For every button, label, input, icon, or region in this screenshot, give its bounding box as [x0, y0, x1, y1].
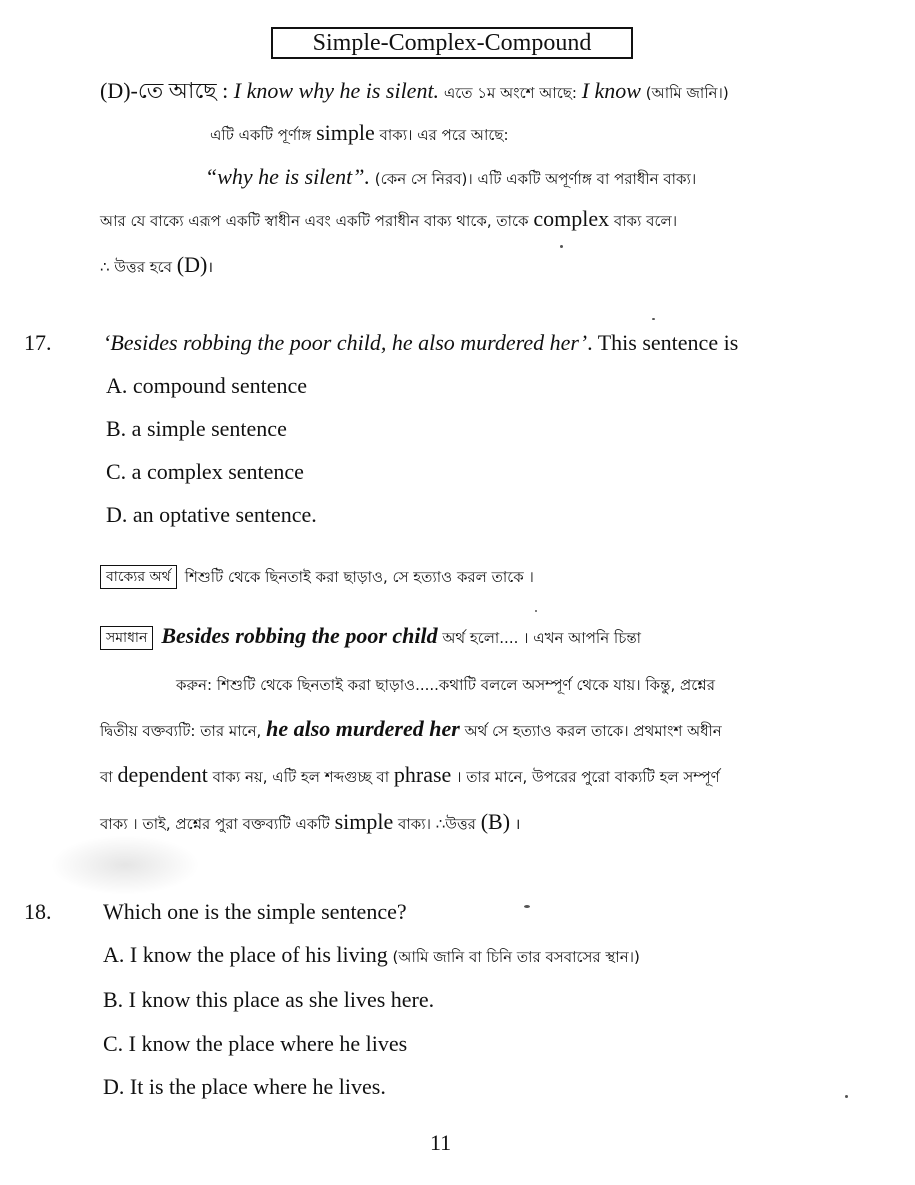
question-number-18: 18.: [24, 899, 52, 924]
text: (আমি জানি।): [640, 84, 729, 102]
text: I know why he is silent.: [233, 78, 440, 103]
speck: [845, 1095, 848, 1098]
solution-tag: সমাধান: [100, 626, 153, 650]
speck: [524, 905, 530, 908]
text: এটি একটি পূর্ণাঙ্গ: [210, 126, 317, 144]
text: simple: [316, 120, 375, 145]
question-18-stem: Which one is the simple sentence?: [103, 899, 407, 924]
text: বাক্য বলে।: [609, 212, 678, 230]
q18-option-d: D. It is the place where he lives.: [103, 1074, 386, 1099]
text: . This sentence is: [587, 330, 739, 355]
page-number: 11: [430, 1130, 452, 1155]
speck: [535, 610, 537, 612]
q17-option-b: B. a simple sentence: [106, 416, 287, 441]
text: বা: [100, 768, 118, 786]
text: (D): [176, 252, 208, 277]
question-17-stem: [103, 330, 738, 356]
text: (D)-তে আছে :: [100, 78, 234, 103]
text: (B): [480, 809, 511, 834]
q17-solution-line-4: [100, 762, 720, 790]
text: (কেন সে নিরব)। এটি একটি অপূর্ণাঙ্গ বা পরাধীন বাক্য।: [370, 170, 697, 188]
text: I know: [581, 78, 641, 103]
text: he also murdered her: [266, 716, 460, 741]
text: বাক্য। ∴উত্তর: [393, 815, 481, 833]
text: বাক্য । তাই, প্রশ্নের পুরা বক্তব্যটি একটি: [100, 815, 335, 833]
explanation-line-4: [100, 206, 677, 234]
explanation-answer: [100, 252, 213, 280]
q18-option-c: C. I know the place where he lives: [103, 1031, 408, 1056]
text: (আমি জানি বা চিনি তার বসবাসের স্থান।): [387, 948, 640, 966]
text: phrase: [393, 762, 452, 787]
text: এতে ১ম অংশে আছে:: [439, 84, 582, 102]
scan-noise: [50, 835, 200, 895]
question-number-17: 17.: [24, 330, 52, 355]
q18-option-b: B. I know this place as she lives here.: [103, 987, 435, 1012]
text: Besides robbing the poor child: [161, 623, 438, 648]
text: complex: [533, 206, 610, 231]
q17-option-c: C. a complex sentence: [106, 459, 304, 484]
text: A. I know the place of his living: [103, 942, 388, 967]
text: করুন: শিশুটি থেকে ছিনতাই করা ছাড়াও.....কথাটি বললে অসম্পূর্ণ থেকে যায়। কিন্তু, প্রশ্নের: [176, 676, 715, 694]
text: “why he is silent”.: [205, 164, 371, 189]
q17-meaning: [100, 562, 534, 590]
text: ∴ উত্তর হবে: [100, 258, 177, 276]
q17-solution-line-1: [100, 623, 641, 651]
text: ‘Besides robbing the poor child, he also murdered her’: [103, 330, 588, 355]
explanation-line-1: [100, 78, 729, 106]
q17-solution-line-2: [176, 670, 715, 698]
text: dependent: [117, 762, 208, 787]
text: ।: [510, 815, 521, 833]
text: simple: [334, 809, 394, 834]
q18-option-a: [103, 942, 640, 970]
speck: [652, 318, 655, 320]
text: অর্থ হলো.... । এখন আপনি চিন্তা: [437, 629, 642, 647]
explanation-line-3: [205, 164, 696, 192]
text: বাক্য। এর পরে আছে:: [374, 126, 509, 144]
text: দ্বিতীয় বক্তব্যটি: তার মানে,: [100, 722, 267, 740]
q17-solution-line-3: [100, 716, 722, 744]
text: অর্থ সে হত্যাও করল তাকে। প্রথমাংশ অধীন: [459, 722, 722, 740]
speck: [560, 245, 563, 248]
q17-option-d: D. an optative sentence.: [106, 502, 317, 527]
q17-solution-line-5: [100, 809, 520, 837]
text: শিশুটি থেকে ছিনতাই করা ছাড়াও, সে হত্যাও করল তাকে ।: [184, 568, 534, 586]
explanation-line-2: [210, 120, 509, 148]
text: ।: [207, 258, 214, 276]
text: । তার মানে, উপরের পুরো বাক্যটি হল সম্পূর্ণ: [451, 768, 720, 786]
q17-option-a: A. compound sentence: [106, 373, 307, 398]
text: বাক্য নয়, এটি হল শব্দগুচ্ছ বা: [207, 768, 394, 786]
text: আর যে বাক্যে এরূপ একটি স্বাধীন এবং একটি পরাধীন বাক্য থাকে, তাকে: [100, 212, 534, 230]
meaning-tag: বাক্যের অর্থ: [100, 565, 177, 589]
section-title: Simple-Complex-Compound: [271, 27, 633, 59]
